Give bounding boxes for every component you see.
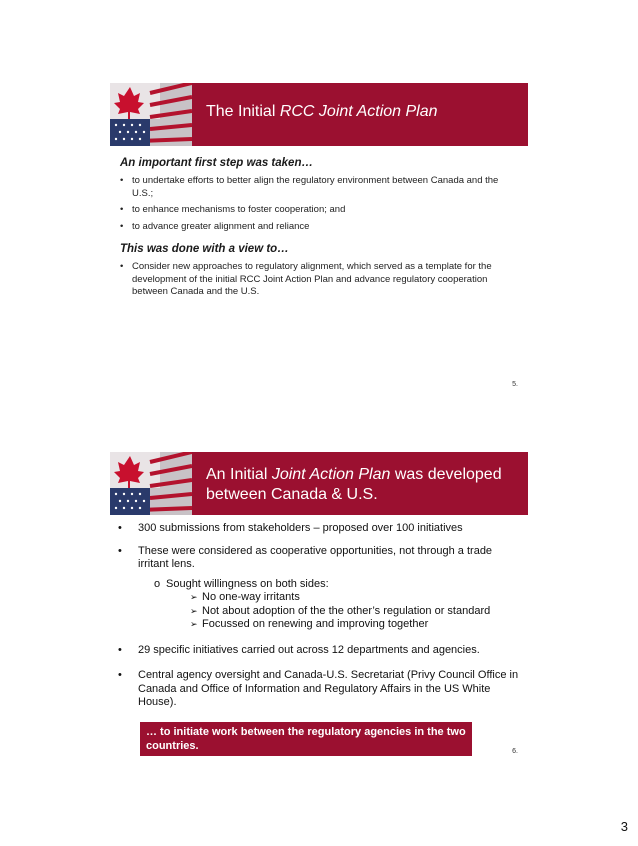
bullet-item: • to advance greater alignment and reliance (120, 221, 500, 234)
bullet-item: • to undertake efforts to better align the regulatory environment between Canada and the U.S.; (120, 175, 500, 200)
slide-title: The Initial RCC Joint Action Plan (206, 103, 438, 120)
canada-us-flag-image (110, 83, 192, 146)
arrow-bullet-icon: ➢ (190, 592, 198, 602)
slide-number: 6. (512, 748, 518, 755)
bullet-list (114, 522, 524, 719)
slide-5 (110, 83, 528, 403)
bullet-list (120, 175, 500, 237)
callout-box: … to initiate work between the regulatory agencies in the two countries. (140, 722, 472, 756)
slide-6 (110, 452, 528, 772)
circle-bullet-icon: o (154, 577, 161, 590)
slide-number: 5. (512, 381, 518, 388)
page-number: 3 (620, 819, 628, 834)
bullet-item: • 29 specific initiatives carried out across 12 departments and agencies. (114, 644, 524, 658)
bullet-item: • to enhance mechanisms to foster cooperation; and (120, 204, 500, 217)
canada-us-flag-image (110, 452, 192, 515)
arrow-bullet-item: ➢ Not about adoption of the the other’s regulation or standard (190, 604, 491, 617)
arrow-bullet-item: ➢ Focussed on renewing and improving together (190, 618, 429, 630)
slide-title: An Initial Joint Action Plan was developed between Canada & U.S. (206, 466, 502, 503)
section-heading: An important first step was taken… (120, 157, 313, 169)
bullet-list (120, 261, 500, 303)
bullet-item: • Central agency oversight and Canada-U.S. Secretariat (Privy Council Office in Canada and Office of Information and Regulatory Affairs in the US White House). (114, 669, 524, 710)
section-heading: This was done with a view to… (120, 243, 289, 255)
bullet-item: • 300 submissions from stakeholders – proposed over 100 initiatives (114, 522, 524, 536)
slide-banner (110, 83, 528, 146)
arrow-bullet-item: ➢ No one-way irritants (190, 591, 300, 603)
arrow-bullet-icon: ➢ (190, 619, 198, 629)
sub-bullet-item: o Sought willingness on both sides: (154, 577, 329, 590)
arrow-bullet-icon: ➢ (190, 605, 198, 616)
bullet-item: • Consider new approaches to regulatory alignment, which served as a template for the development of the initial RCC Joint Action Plan and advance regulatory cooperation between Canada and the U.S. (120, 261, 500, 299)
bullet-item: • These were considered as cooperative opportunities, not through a trade irritant lens. (114, 545, 524, 572)
slide-banner (110, 452, 528, 515)
